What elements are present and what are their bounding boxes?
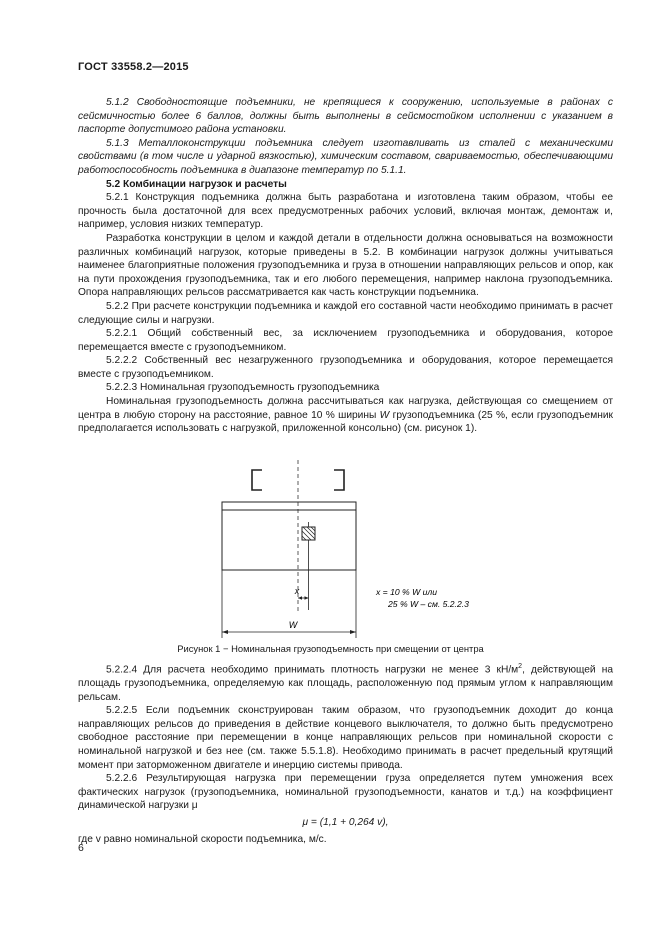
paragraph-5-2-2-1: 5.2.2.1 Общий собственный вес, за исключением грузоподъемника и оборудования, которое перемещается вместе с грузоподъемником. (78, 328, 613, 353)
document-header: ГОСТ 33558.2—2015 (78, 61, 189, 73)
paragraph-5-2-2-5: 5.2.2.5 Если подъемник сконструирован таким образом, что грузоподъемник доходит до конца направляющих рельсов до приведения в действие концевого выключателя, то должно быть предусмотрено свободное расстояние при перемещении в конце направляющих рельсов при номинальной скорости с номинальной нагрузкой и без нее (см. также 5.5.1.8). Необходимо принимать в расчет предельный крутящий момент при заторможенном двигателе и инерцию системы привода. (78, 705, 613, 771)
figure-caption: Рисунок 1 − Номинальная грузоподъемность при смещении от центра (177, 643, 484, 654)
formula-explanation: где v равно номинальной скорости подъемника, м/с. (78, 833, 327, 845)
text-span: грузоподъемника (25 %, если грузоподъемник предполагается использовать с нагрузкой, приложенной консольно) (см. рисунок 1). (78, 409, 614, 435)
formula: μ = (1,1 + 0,264 v), (302, 816, 389, 828)
section-heading: 5.2 Комбинации нагрузок и расчеты (106, 178, 287, 190)
text-block-bottom (78, 660, 613, 846)
w-label: W (288, 620, 298, 630)
text-span: 5.2.2.4 Для расчета необходимо принимать плотность нагрузки не менее 3 кН/м (106, 664, 519, 676)
paragraph-5-2-2-2: 5.2.2.2 Собственный вес незагруженного грузоподъемника и оборудования, которое перемещается вместе с грузоподъемником. (78, 355, 613, 380)
paragraph-5-1-2: 5.1.2 Свободностоящие подъемники, не крепящиеся к сооружению, используемые в районах с сейсмичностью более 6 баллов, должны быть выполнены в сейсмостойком исполнении с указанием в паспорте допустимого района установки. (78, 97, 613, 136)
figure-note-line2: 25 % W – см. 5.2.2.3 (388, 599, 469, 609)
figure-1-diagram (200, 460, 520, 640)
paragraph-5-2-1: 5.2.1 Конструкция подъемника должна быть разработана и изготовлена таким образом, чтобы ее прочность была достаточной для всех предусмотренных рабочих условий, включая монтаж, демонтаж и, например, условия низких температур. (78, 192, 613, 231)
page-number: 6 (78, 842, 84, 854)
text-span: Номинальная грузоподъемность должна рассчитываться как нагрузка, действующая со смещением от центра в любую сторону на расстояние, равное 10 % ширины (78, 396, 613, 421)
left-rail-bracket (252, 470, 262, 490)
paragraph-design: Разработка конструкции в целом и каждой детали в отдельности должна основываться на возможности различных комбинаций нагрузок, которые приведены в 5.2. В комбинации нагрузок должны учитываться наименее благоприятные положения грузоподъемника и груза в отношении направляющих рельсов и опор, как на пути прохождения грузоподъемника, так и его любого перемещения, например наклона грузоподъемника. Опора направляющих рельсов рассматривается как часть конструкции подъемника. (78, 232, 613, 299)
text-span: , действующей на площадь грузоподъемника, определяемую как площадь, расположенную под прямым углом к направляющим рельсам. (78, 664, 613, 703)
figure-note-line1: x = 10 % W или (376, 587, 437, 597)
x-label: x (294, 586, 300, 596)
superscript: 2 (518, 663, 523, 670)
right-rail-bracket (334, 470, 344, 490)
paragraph-nominal-load (78, 395, 613, 436)
paragraph-5-2-2-3: 5.2.2.3 Номинальная грузоподъемность грузоподъемника (106, 382, 380, 394)
platform-outline (222, 502, 356, 570)
paragraph-5-1-3: 5.1.3 Металлоконструкции подъемника следует изготавливать из сталей с механическими свойствами (в том числе и ударной вязкостью), химическим составом, свариваемостью, обеспечивающими работоспособность подъемника в диапазоне температур по 5.1.1. (78, 137, 613, 176)
symbol-w: W (379, 409, 390, 421)
paragraph-5-2-2-4 (78, 660, 613, 704)
text-block-top (78, 96, 613, 436)
paragraph-5-2-2: 5.2.2 При расчете конструкции подъемника и каждой его составной части необходимо принимать в расчет следующие силы и нагрузки. (78, 300, 613, 326)
paragraph-5-2-2-6: 5.2.2.6 Результирующая нагрузка при перемещении груза определяется путем умножения всех фактических нагрузок (грузоподъемника, номинальной грузоподъемности, канатов и т.д.) на коэффициент динамической нагрузки μ (78, 773, 613, 812)
